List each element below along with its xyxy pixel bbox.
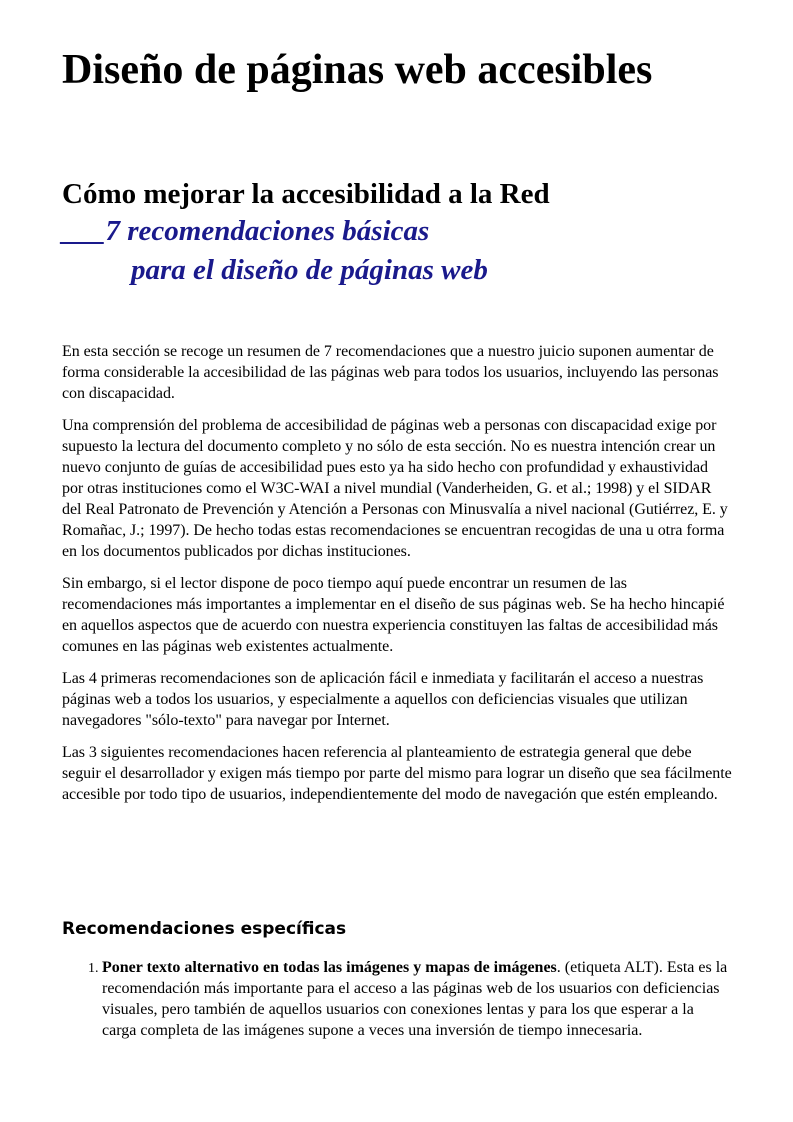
page-subtitle: Cómo mejorar la accesibilidad a la Red bbox=[62, 178, 550, 210]
tagline-line-2: para el diseño de páginas web bbox=[131, 254, 488, 286]
recommendation-text: . (etiqueta ALT). Esta es la recomendación más importante para el acceso a las páginas web de los usuarios con deficiencias visuales, pero también de aquellos usuarios con conexiones lentas y para los que esperar a la carga completa de las imágenes supone a veces una inversión de tiempo innecesaria. bbox=[102, 959, 728, 1039]
recommendations-list bbox=[62, 957, 732, 1041]
list-item bbox=[102, 957, 732, 1041]
tagline-line-1: ___7 recomendaciones básicas bbox=[62, 215, 430, 247]
paragraph: Sin embargo, si el lector dispone de poco tiempo aquí puede encontrar un resumen de las recomendaciones más importantes a implementar en el diseño de sus páginas web. Se ha hecho hincapié en aquellos aspectos que de acuerdo con nuestra experiencia constituyen las faltas de accesibilidad más comunes en las páginas web existentes actualmente. bbox=[62, 575, 725, 655]
section-heading: Recomendaciones específicas bbox=[62, 919, 347, 939]
intro-section bbox=[62, 341, 732, 816]
recommendation-title: Poner texto alternativo en todas las imágenes y mapas de imágenes bbox=[102, 959, 557, 976]
page-title: Diseño de páginas web accesibles bbox=[62, 47, 653, 93]
paragraph: Las 4 primeras recomendaciones son de aplicación fácil e inmediata y facilitarán el acceso a nuestras páginas web a todos los usuarios, y especialmente a aquellos con deficiencias visuales que utilizan navegadores "sólo-texto" para navegar por Internet. bbox=[62, 670, 704, 729]
paragraph: Una comprensión del problema de accesibilidad de páginas web a personas con discapacidad exige por supuesto la lectura del documento completo y no sólo de esta sección. No es nuestra intención crear un nuevo conjunto de guías de accesibilidad pues esto ya ha sido hecho con profundidad y exhaustividad por otras instituciones como el W3C-WAI a nivel mundial (Vanderheiden, G. et al.; 1998) y el SIDAR del Real Patronato de Prevención y Atención a Personas con Minusvalía a nivel nacional (Gutiérrez, E. y Romañac, J.; 1997). De hecho todas estas recomendaciones se encuentran recogidas de una u otra forma en los documentos publicados por dichas instituciones. bbox=[62, 417, 728, 560]
paragraph: En esta sección se recoge un resumen de 7 recomendaciones que a nuestro juicio suponen aumentar de forma considerable la accesibilidad de las páginas web para todos los usuarios, incluyendo las personas con discapacidad. bbox=[62, 343, 719, 402]
paragraph: Las 3 siguientes recomendaciones hacen referencia al planteamiento de estrategia general que debe seguir el desarrollador y exigen más tiempo por parte del mismo para lograr un diseño que sea fácilmente accesible por todo tipo de usuarios, independientemente del modo de navegación que estén empleando. bbox=[62, 744, 732, 803]
